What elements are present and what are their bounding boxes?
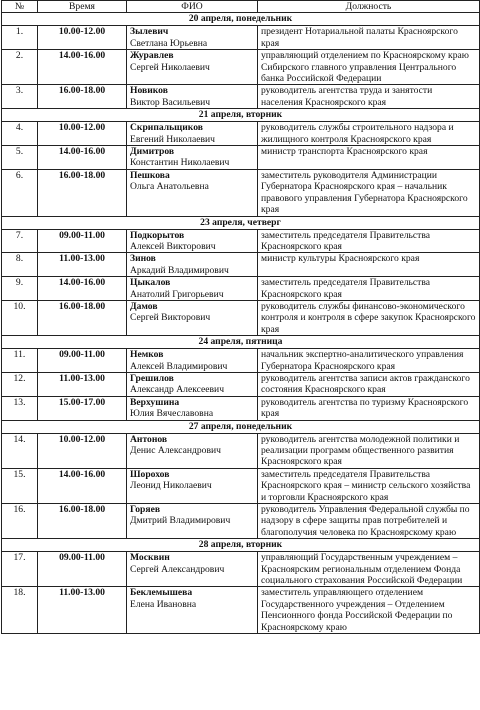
row-number: 3. (2, 85, 38, 109)
official-name (127, 433, 258, 468)
header-name: ФИО (127, 1, 258, 13)
official-surname: Антонов (130, 433, 168, 445)
table-row (2, 146, 480, 170)
header-position: Должность (258, 1, 480, 13)
official-name (127, 300, 258, 335)
table-row (2, 504, 480, 539)
date-row (2, 109, 480, 122)
official-surname: Пешкова (130, 169, 170, 181)
table-row (2, 26, 480, 50)
official-position: управляющий отделением по Красноярскому краю Сибирского главного управления Центрального банка Российской Федерации (258, 50, 480, 85)
official-surname: Зинов (130, 253, 156, 265)
reception-time: 16.00-18.00 (38, 504, 127, 539)
official-surname: Беклемышева (130, 587, 193, 599)
official-given-names: Константин Николаевич (130, 157, 230, 169)
official-given-names: Светлана Юрьевна (130, 37, 208, 49)
table-row (2, 169, 480, 216)
official-given-names: Ольга Анатольевна (130, 181, 209, 193)
table-row (2, 396, 480, 420)
official-given-names: Аркадий Владимирович (130, 264, 229, 276)
row-number: 11. (2, 349, 38, 373)
row-number: 15. (2, 468, 38, 503)
row-number: 6. (2, 169, 38, 216)
row-number: 1. (2, 26, 38, 50)
reception-time: 15.00-17.00 (38, 396, 127, 420)
row-number: 8. (2, 253, 38, 277)
official-surname: Новиков (130, 85, 168, 97)
official-given-names: Юлия Вячеславовна (130, 408, 214, 420)
reception-time: 11.00-13.00 (38, 587, 127, 634)
date-heading: 21 апреля, вторник (2, 109, 480, 122)
official-surname: Москвин (130, 552, 170, 564)
official-surname: Дамов (130, 300, 158, 312)
row-number: 5. (2, 146, 38, 170)
official-surname: Димитров (130, 146, 175, 158)
header-time: Время (38, 1, 127, 13)
official-given-names: Елена Ивановна (130, 598, 197, 610)
official-given-names: Анатолий Григорьевич (130, 288, 224, 300)
reception-time: 14.00-16.00 (38, 146, 127, 170)
official-given-names: Сергей Александрович (130, 563, 225, 575)
official-name (127, 253, 258, 277)
official-position: заместитель председателя Правительства Красноярского края (258, 229, 480, 253)
official-given-names: Денис Александрович (130, 445, 221, 456)
official-name (127, 146, 258, 170)
official-name (127, 372, 258, 396)
date-row (2, 420, 480, 433)
official-position: руководитель агентства труда и занятости населения Красноярского края (258, 85, 480, 109)
table-row (2, 253, 480, 277)
date-row (2, 336, 480, 349)
official-surname: Верхушина (130, 396, 180, 408)
official-position: президент Нотариальной палаты Красноярского края (258, 26, 480, 50)
official-surname: Шорохов (130, 468, 170, 480)
official-name (127, 85, 258, 109)
row-number: 16. (2, 504, 38, 539)
date-row (2, 216, 480, 229)
row-number: 2. (2, 50, 38, 85)
reception-time: 14.00-16.00 (38, 277, 127, 301)
table-row (2, 372, 480, 396)
official-position: заместитель председателя Правительства Красноярского края – министр сельского хозяйства и торговли Красноярского края (258, 468, 480, 503)
official-surname: Журавлев (130, 50, 174, 62)
row-number: 7. (2, 229, 38, 253)
date-heading: 23 апреля, четверг (2, 216, 480, 229)
reception-time: 09.00-11.00 (38, 552, 127, 587)
table-header-row (2, 1, 480, 13)
row-number: 10. (2, 300, 38, 335)
table-row (2, 552, 480, 587)
official-position: руководитель агентства по туризму Красноярского края (258, 396, 480, 420)
official-name (127, 587, 258, 634)
official-given-names: Леонид Николаевич (130, 480, 212, 492)
official-position: руководитель службы финансово-экономического контроля и контроля в сфере закупок Красноярского края (258, 300, 480, 335)
official-position: руководитель агентства записи актов гражданского состояния Красноярского края (258, 372, 480, 396)
official-position: руководитель Управления Федеральной службы по надзору в сфере защиты прав потребителей и благополучия человека по Красноярскому краю (258, 504, 480, 539)
date-heading: 28 апреля, вторник (2, 539, 480, 552)
official-surname: Горяев (130, 504, 161, 516)
row-number: 18. (2, 587, 38, 634)
official-surname: Подкорытов (130, 229, 185, 241)
official-position: заместитель руководителя Администрации Губернатора Красноярского края – начальник правового управления Губернатора Красноярского края (258, 169, 480, 216)
official-name (127, 50, 258, 85)
official-position: министр транспорта Красноярского края (258, 146, 480, 170)
official-name (127, 122, 258, 146)
table-row (2, 277, 480, 301)
official-name (127, 468, 258, 503)
reception-time: 14.00-16.00 (38, 50, 127, 85)
official-name (127, 552, 258, 587)
official-given-names: Евгений Николаевич (130, 133, 215, 145)
table-row (2, 300, 480, 335)
row-number: 9. (2, 277, 38, 301)
official-given-names: Дмитрий Владимирович (130, 515, 231, 527)
official-name (127, 26, 258, 50)
official-position: руководитель службы строительного надзора и жилищного контроля Красноярского края (258, 122, 480, 146)
row-number: 14. (2, 433, 38, 468)
official-name (127, 396, 258, 420)
date-row (2, 539, 480, 552)
reception-schedule-table (1, 0, 480, 634)
reception-time: 16.00-18.00 (38, 85, 127, 109)
official-surname: Зылевич (130, 26, 169, 38)
official-position: заместитель председателя Правительства Красноярского края (258, 277, 480, 301)
official-surname: Цыкалов (130, 277, 171, 289)
official-surname: Немков (130, 349, 164, 361)
official-given-names: Сергей Викторович (130, 312, 211, 324)
table-row (2, 468, 480, 503)
reception-time: 09.00-11.00 (38, 349, 127, 373)
reception-time: 11.00-13.00 (38, 253, 127, 277)
official-name (127, 349, 258, 373)
official-given-names: Алексей Викторович (130, 240, 216, 252)
official-position: начальник экспертно-аналитического управления Губернатора Красноярского края (258, 349, 480, 373)
official-name (127, 277, 258, 301)
official-position: министр культуры Красноярского края (258, 253, 480, 277)
date-heading: 27 апреля, понедельник (2, 420, 480, 433)
official-name (127, 504, 258, 539)
date-row (2, 13, 480, 26)
date-heading: 20 апреля, понедельник (2, 13, 480, 26)
reception-time: 14.00-16.00 (38, 468, 127, 503)
date-heading: 24 апреля, пятница (2, 336, 480, 349)
row-number: 12. (2, 372, 38, 396)
reception-time: 10.00-12.00 (38, 26, 127, 50)
official-surname: Скрипальщиков (130, 122, 203, 134)
reception-time: 10.00-12.00 (38, 433, 127, 468)
table-row (2, 50, 480, 85)
official-name (127, 169, 258, 216)
table-row (2, 85, 480, 109)
official-given-names: Алексей Владимирович (130, 360, 228, 372)
row-number: 4. (2, 122, 38, 146)
reception-time: 16.00-18.00 (38, 169, 127, 216)
table-row (2, 122, 480, 146)
official-given-names: Виктор Васильевич (130, 96, 211, 108)
official-surname: Грешилов (130, 372, 174, 384)
official-name (127, 229, 258, 253)
table-row (2, 349, 480, 373)
official-given-names: Александр Алексеевич (130, 384, 225, 396)
row-number: 17. (2, 552, 38, 587)
table-row (2, 587, 480, 634)
header-num: № (2, 1, 38, 13)
official-position: заместитель управляющего отделением Государственного учреждения – Отделением Пенсионного фонда Российской Федерации по Красноярскому краю (258, 587, 480, 634)
row-number: 13. (2, 396, 38, 420)
reception-time: 10.00-12.00 (38, 122, 127, 146)
reception-time: 11.00-13.00 (38, 372, 127, 396)
official-given-names: Сергей Николаевич (130, 61, 210, 73)
table-row (2, 229, 480, 253)
official-position: управляющий Государственным учреждением – Красноярским региональным отделением Фонда социального страхования Российской Федерации (258, 552, 480, 587)
table-row (2, 433, 480, 468)
reception-time: 09.00-11.00 (38, 229, 127, 253)
reception-time: 16.00-18.00 (38, 300, 127, 335)
official-position: руководитель агентства молодежной политики и реализации программ общественного развития Красноярского края (258, 433, 480, 468)
